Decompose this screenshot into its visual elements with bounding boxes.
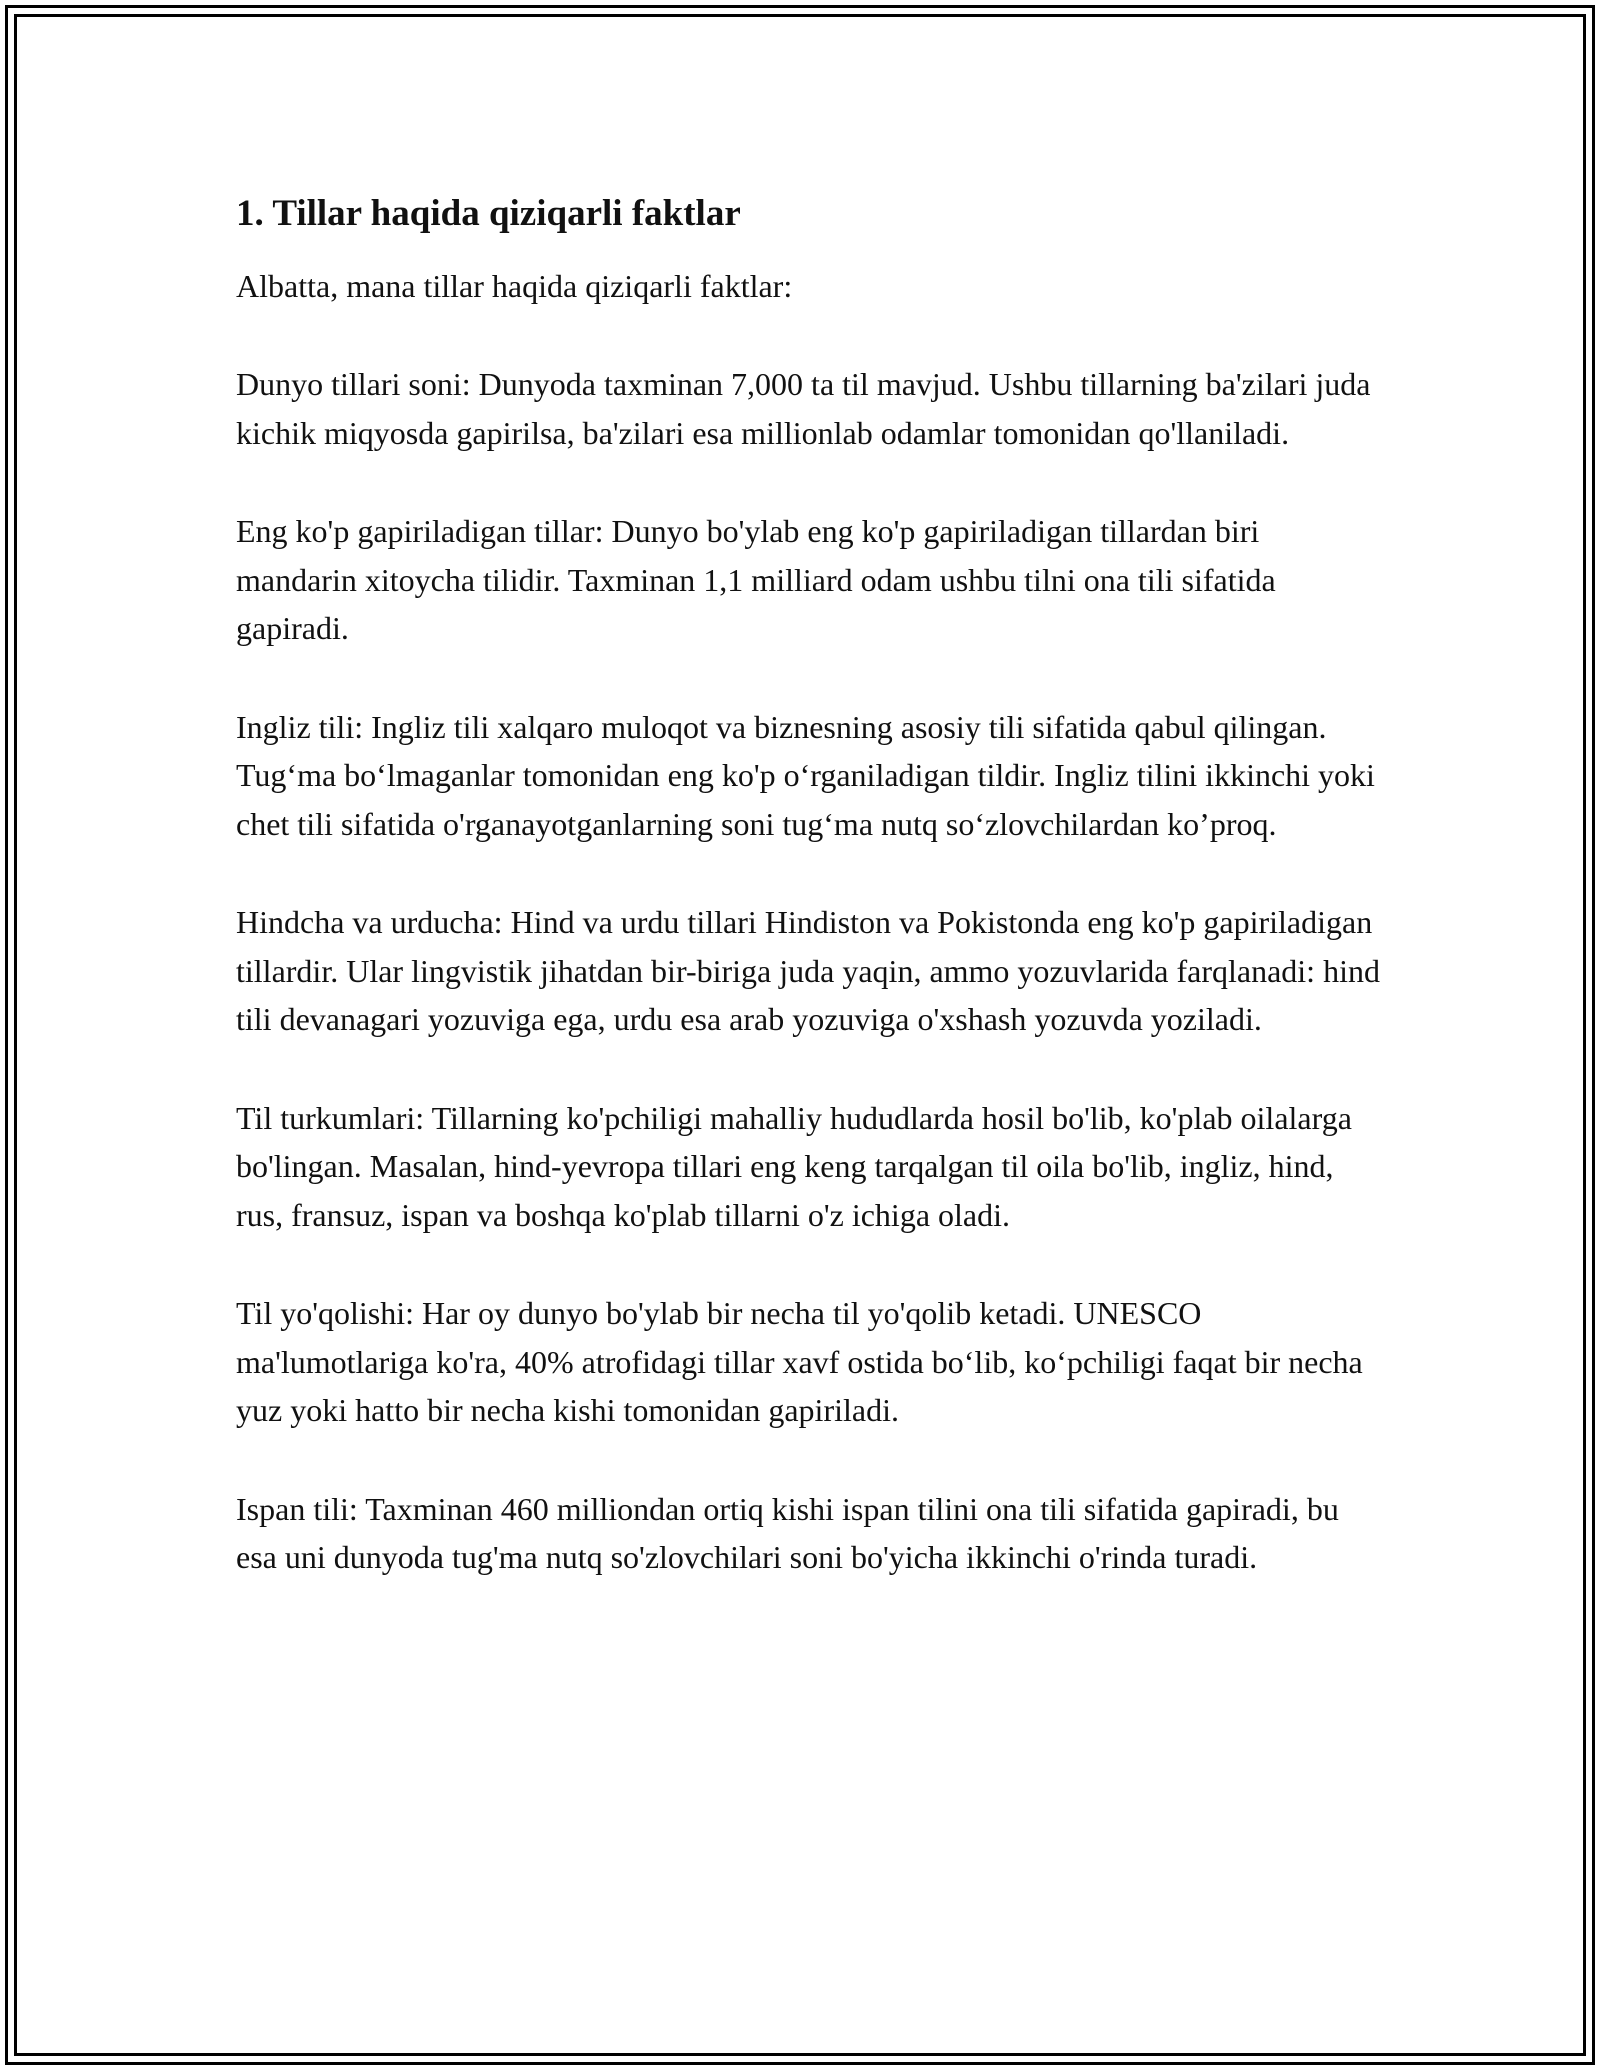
paragraph-world-languages: Dunyo tillari soni: Dunyoda taxminan 7,000 ta til mavjud. Ushbu tillarning ba'zilari juda kichik miqyosda gapirilsa, ba'zilari esa millionlab odamlar tomonidan qo'llaniladi.	[236, 366, 1371, 451]
paragraph-most-spoken: Eng ko'p gapiriladigan tillar: Dunyo bo'ylab eng ko'p gapiriladigan tillardan biri mandarin xitoycha tilidir. Taxminan 1,1 milliard odam ushbu tilni ona tili sifatida gapiradi.	[236, 513, 1276, 646]
document-body	[236, 186, 1386, 1582]
paragraph-spanish: Ispan tili: Taxminan 460 milliondan ortiq kishi ispan tilini ona tili sifatida gapiradi, bu esa uni dunyoda tug'ma nutq so'zlovchilari soni bo'yicha ikkinchi o'rinda turadi.	[236, 1490, 1339, 1575]
paragraph-english: Ingliz tili: Ingliz tili xalqaro muloqot va biznesning asosiy tili sifatida qabul qilingan. Tug‘ma bo‘lmaganlar tomonidan eng ko'p o‘rganiladigan tildir. Ingliz tilini ikkinchi yoki chet tili sifatida o'rganayotganlarning soni tug‘ma nutq so‘zlovchilardan ko’proq.	[236, 708, 1375, 842]
paragraph-language-families: Til turkumlari: Tillarning ko'pchiligi mahalliy hududlarda hosil bo'lib, ko'plab oilalarga bo'lingan. Masalan, hind-yevropa tillari eng keng tarqalgan til oila bo'lib, ingliz, hind, rus, fransuz, ispan va boshqa ko'plab tillarni o'z ichiga oladi.	[236, 1099, 1352, 1233]
intro-paragraph: Albatta, mana tillar haqida qiziqarli faktlar:	[236, 268, 793, 304]
paragraph-language-loss: Til yo'qolishi: Har oy dunyo bo'ylab bir necha til yo'qolib ketadi. UNESCO ma'lumotlariga ko'ra, 40% atrofidagi tillar xavf ostida bo‘lib, ko‘pchiligi faqat bir necha yuz yoki hatto bir necha kishi tomonidan gapiriladi.	[236, 1295, 1363, 1428]
paragraph-hindi-urdu: Hindcha va urducha: Hind va urdu tillari Hindiston va Pokistonda eng ko'p gapiriladigan tillardir. Ular lingvistik jihatdan bir-biriga juda yaqin, ammo yozuvlarida farqlanadi: hind tili devanagari yozuviga ega, urdu esa arab yozuviga o'xshash yozuvda yoziladi.	[236, 904, 1380, 1037]
document-title: 1. Tillar haqida qiziqarli faktlar	[236, 193, 741, 234]
